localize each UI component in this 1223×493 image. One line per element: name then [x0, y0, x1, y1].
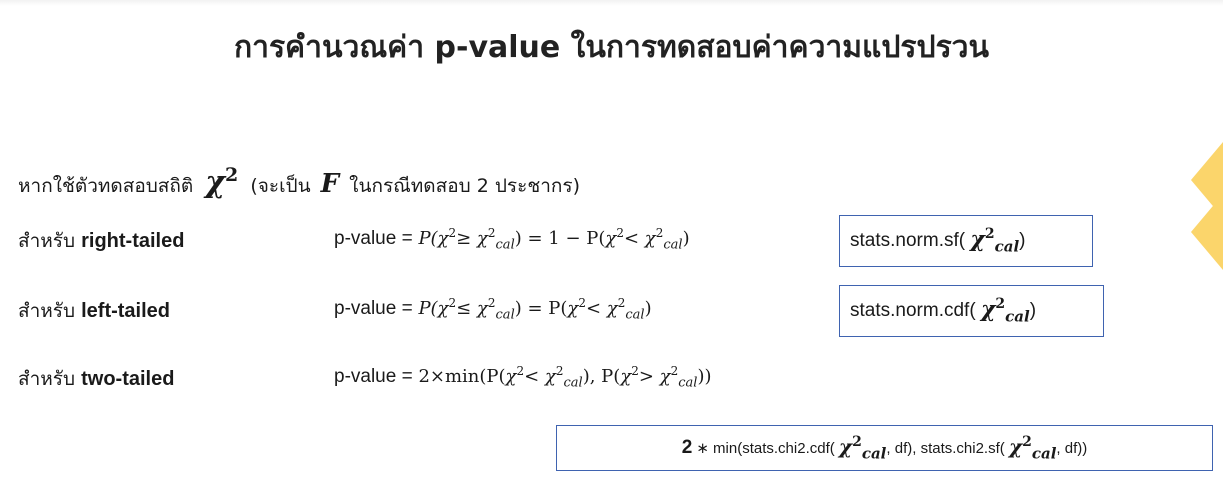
f-symbol: F [320, 169, 340, 199]
intro-prefix: หากใช้ตัวทดสอบสถิติ [18, 175, 194, 197]
code-box-right-tailed: stats.norm.sf( $\chi^2_{cal}$ ) [839, 215, 1093, 267]
top-shade [0, 0, 1223, 6]
decorative-triangle [1191, 194, 1223, 270]
row-label-left-tailed: สำหรับ left-tailed [18, 300, 171, 322]
code-box-two-tailed: 2 ∗ min(stats.chi2.cdf( $\chi^2_{cal}$ , df), stats.chi2.sf( $\chi^2_{cal}$ , df)) [556, 425, 1213, 471]
row-label-two-tailed: สำหรับ two-tailed [18, 368, 175, 390]
formula-right-tailed: p-value = $P(\chi^2\ge \chi^2_{cal}) = 1 - P(\chi^2< \chi^2_{cal})$ [334, 226, 690, 253]
code-box-left-tailed: stats.norm.cdf( $\chi^2_{cal}$ ) [839, 285, 1104, 337]
row-label-right-tailed: สำหรับ right-tailed [18, 230, 185, 252]
formula-two-tailed: p-value = $2\times\min(P(\chi^2< \chi^2_{cal})$, $P(\chi^2> \chi^2_{cal})$) [334, 364, 712, 391]
chi-square-symbol: $\chi^2$ [205, 164, 239, 200]
formula-left-tailed: p-value = $P(\chi^2\le \chi^2_{cal}) = P(\chi^2< \chi^2_{cal})$ [334, 296, 652, 323]
slide-title: การคำนวณค่า p-value ในการทดสอบค่าความแปรปรวน [233, 30, 990, 65]
intro-line [18, 164, 580, 201]
intro-suffix: ในกรณีทดสอบ 2 ประชากร) [349, 175, 581, 197]
intro-middle: (จะเป็น [250, 175, 311, 197]
